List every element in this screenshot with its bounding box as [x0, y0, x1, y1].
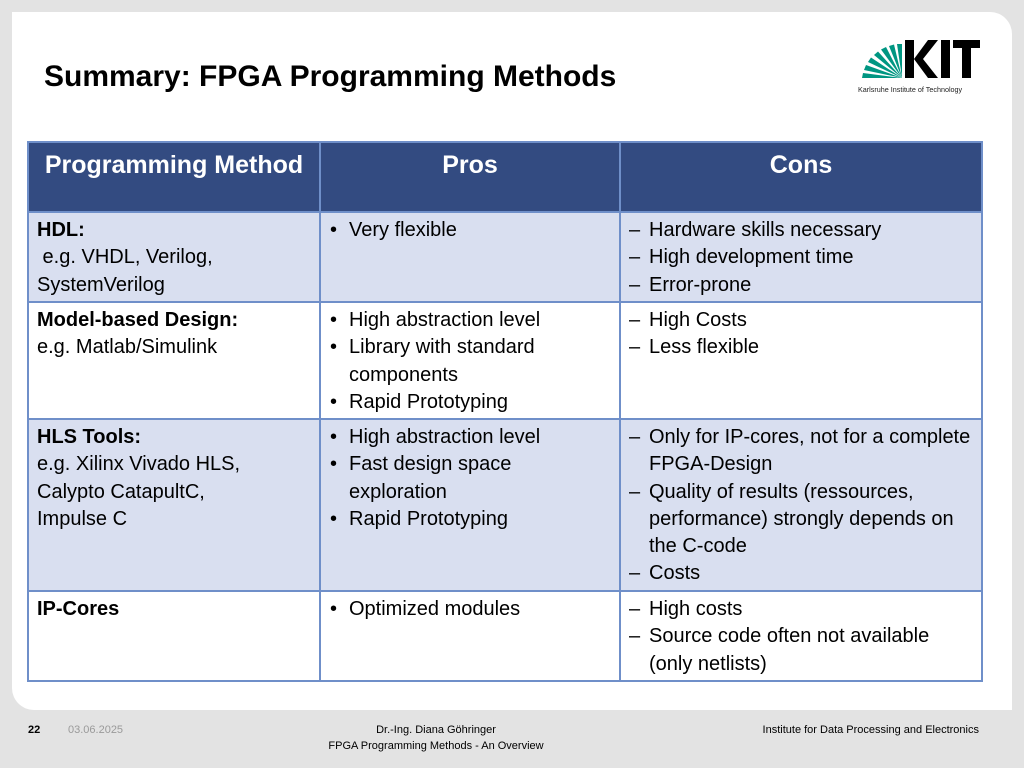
cons-item: – High Costs	[629, 307, 973, 334]
cons-cell	[620, 212, 982, 302]
header-cons: Cons	[620, 142, 982, 212]
cons-item: – High development time	[629, 244, 973, 271]
table-row-hdl	[28, 212, 982, 302]
table-header-row	[28, 142, 982, 212]
cons-item: – Only for IP-cores, not for a complete FPGA-Design	[629, 424, 973, 479]
page-number: 22	[28, 724, 41, 736]
pros-item: • Optimized modules	[329, 596, 611, 623]
table-row-model-based	[28, 302, 982, 419]
footer-author: Dr.-Ing. Diana Göhringer	[376, 724, 496, 736]
footer-center	[300, 722, 572, 754]
method-cell	[28, 419, 320, 591]
cons-item: – High costs	[629, 596, 973, 623]
cons-item: – Costs	[629, 560, 973, 587]
method-example: e.g. Xilinx Vivado HLS,	[37, 453, 241, 476]
cons-cell	[620, 302, 982, 419]
cons-cell	[620, 591, 982, 681]
pros-item: • Very flexible	[329, 217, 611, 244]
pros-item: • Rapid Prototyping	[329, 389, 611, 416]
method-example: Impulse C	[37, 507, 128, 530]
cons-item: – Error-prone	[629, 272, 973, 299]
cons-item: – Less flexible	[629, 334, 973, 361]
pros-cell	[320, 212, 620, 302]
cons-cell	[620, 419, 982, 591]
method-name: IP-Cores	[37, 598, 120, 620]
header-pros: Pros	[320, 142, 620, 212]
method-example: e.g. Matlab/Simulink	[37, 336, 218, 359]
method-name: Model-based Design:	[37, 309, 239, 331]
method-cell	[28, 212, 320, 302]
pros-cell	[320, 302, 620, 419]
kit-logo-fan-icon	[862, 44, 902, 78]
footer-date: 03.06.2025	[68, 724, 124, 736]
cons-item: – Source code often not available (only netlists)	[629, 623, 973, 678]
slide-title: Summary: FPGA Programming Methods	[44, 60, 617, 93]
cons-item: – Hardware skills necessary	[629, 217, 973, 244]
footer-talk-title: FPGA Programming Methods - An Overview	[328, 740, 544, 752]
pros-item: • Rapid Prototyping	[329, 506, 611, 533]
pros-item: • High abstraction level	[329, 424, 611, 451]
method-cell	[28, 302, 320, 419]
method-example: Calypto CatapultC,	[37, 480, 205, 503]
table-row-ip-cores	[28, 591, 982, 681]
pros-item: • Library with standard components	[329, 334, 611, 389]
header-programming-method: Programming Method	[28, 142, 320, 212]
pros-cell	[320, 419, 620, 591]
kit-logo-letters	[905, 40, 980, 78]
method-cell	[28, 591, 320, 681]
method-example: e.g. VHDL, Verilog,	[37, 246, 213, 269]
method-name: HLS Tools:	[37, 426, 142, 448]
pros-item: • Fast design space exploration	[329, 451, 611, 506]
kit-logo-subtitle: Karlsruhe Institute of Technology	[858, 85, 963, 94]
pros-item: • High abstraction level	[329, 307, 611, 334]
method-name: HDL:	[37, 219, 85, 241]
footer-institute: Institute for Data Processing and Electronics	[762, 724, 979, 736]
pros-cell	[320, 591, 620, 681]
table-row-hls-tools	[28, 419, 982, 591]
cons-item: – Quality of results (ressources, performance) strongly depends on the C-code	[629, 479, 973, 561]
method-example: SystemVerilog	[37, 273, 165, 296]
methods-table	[27, 141, 983, 682]
